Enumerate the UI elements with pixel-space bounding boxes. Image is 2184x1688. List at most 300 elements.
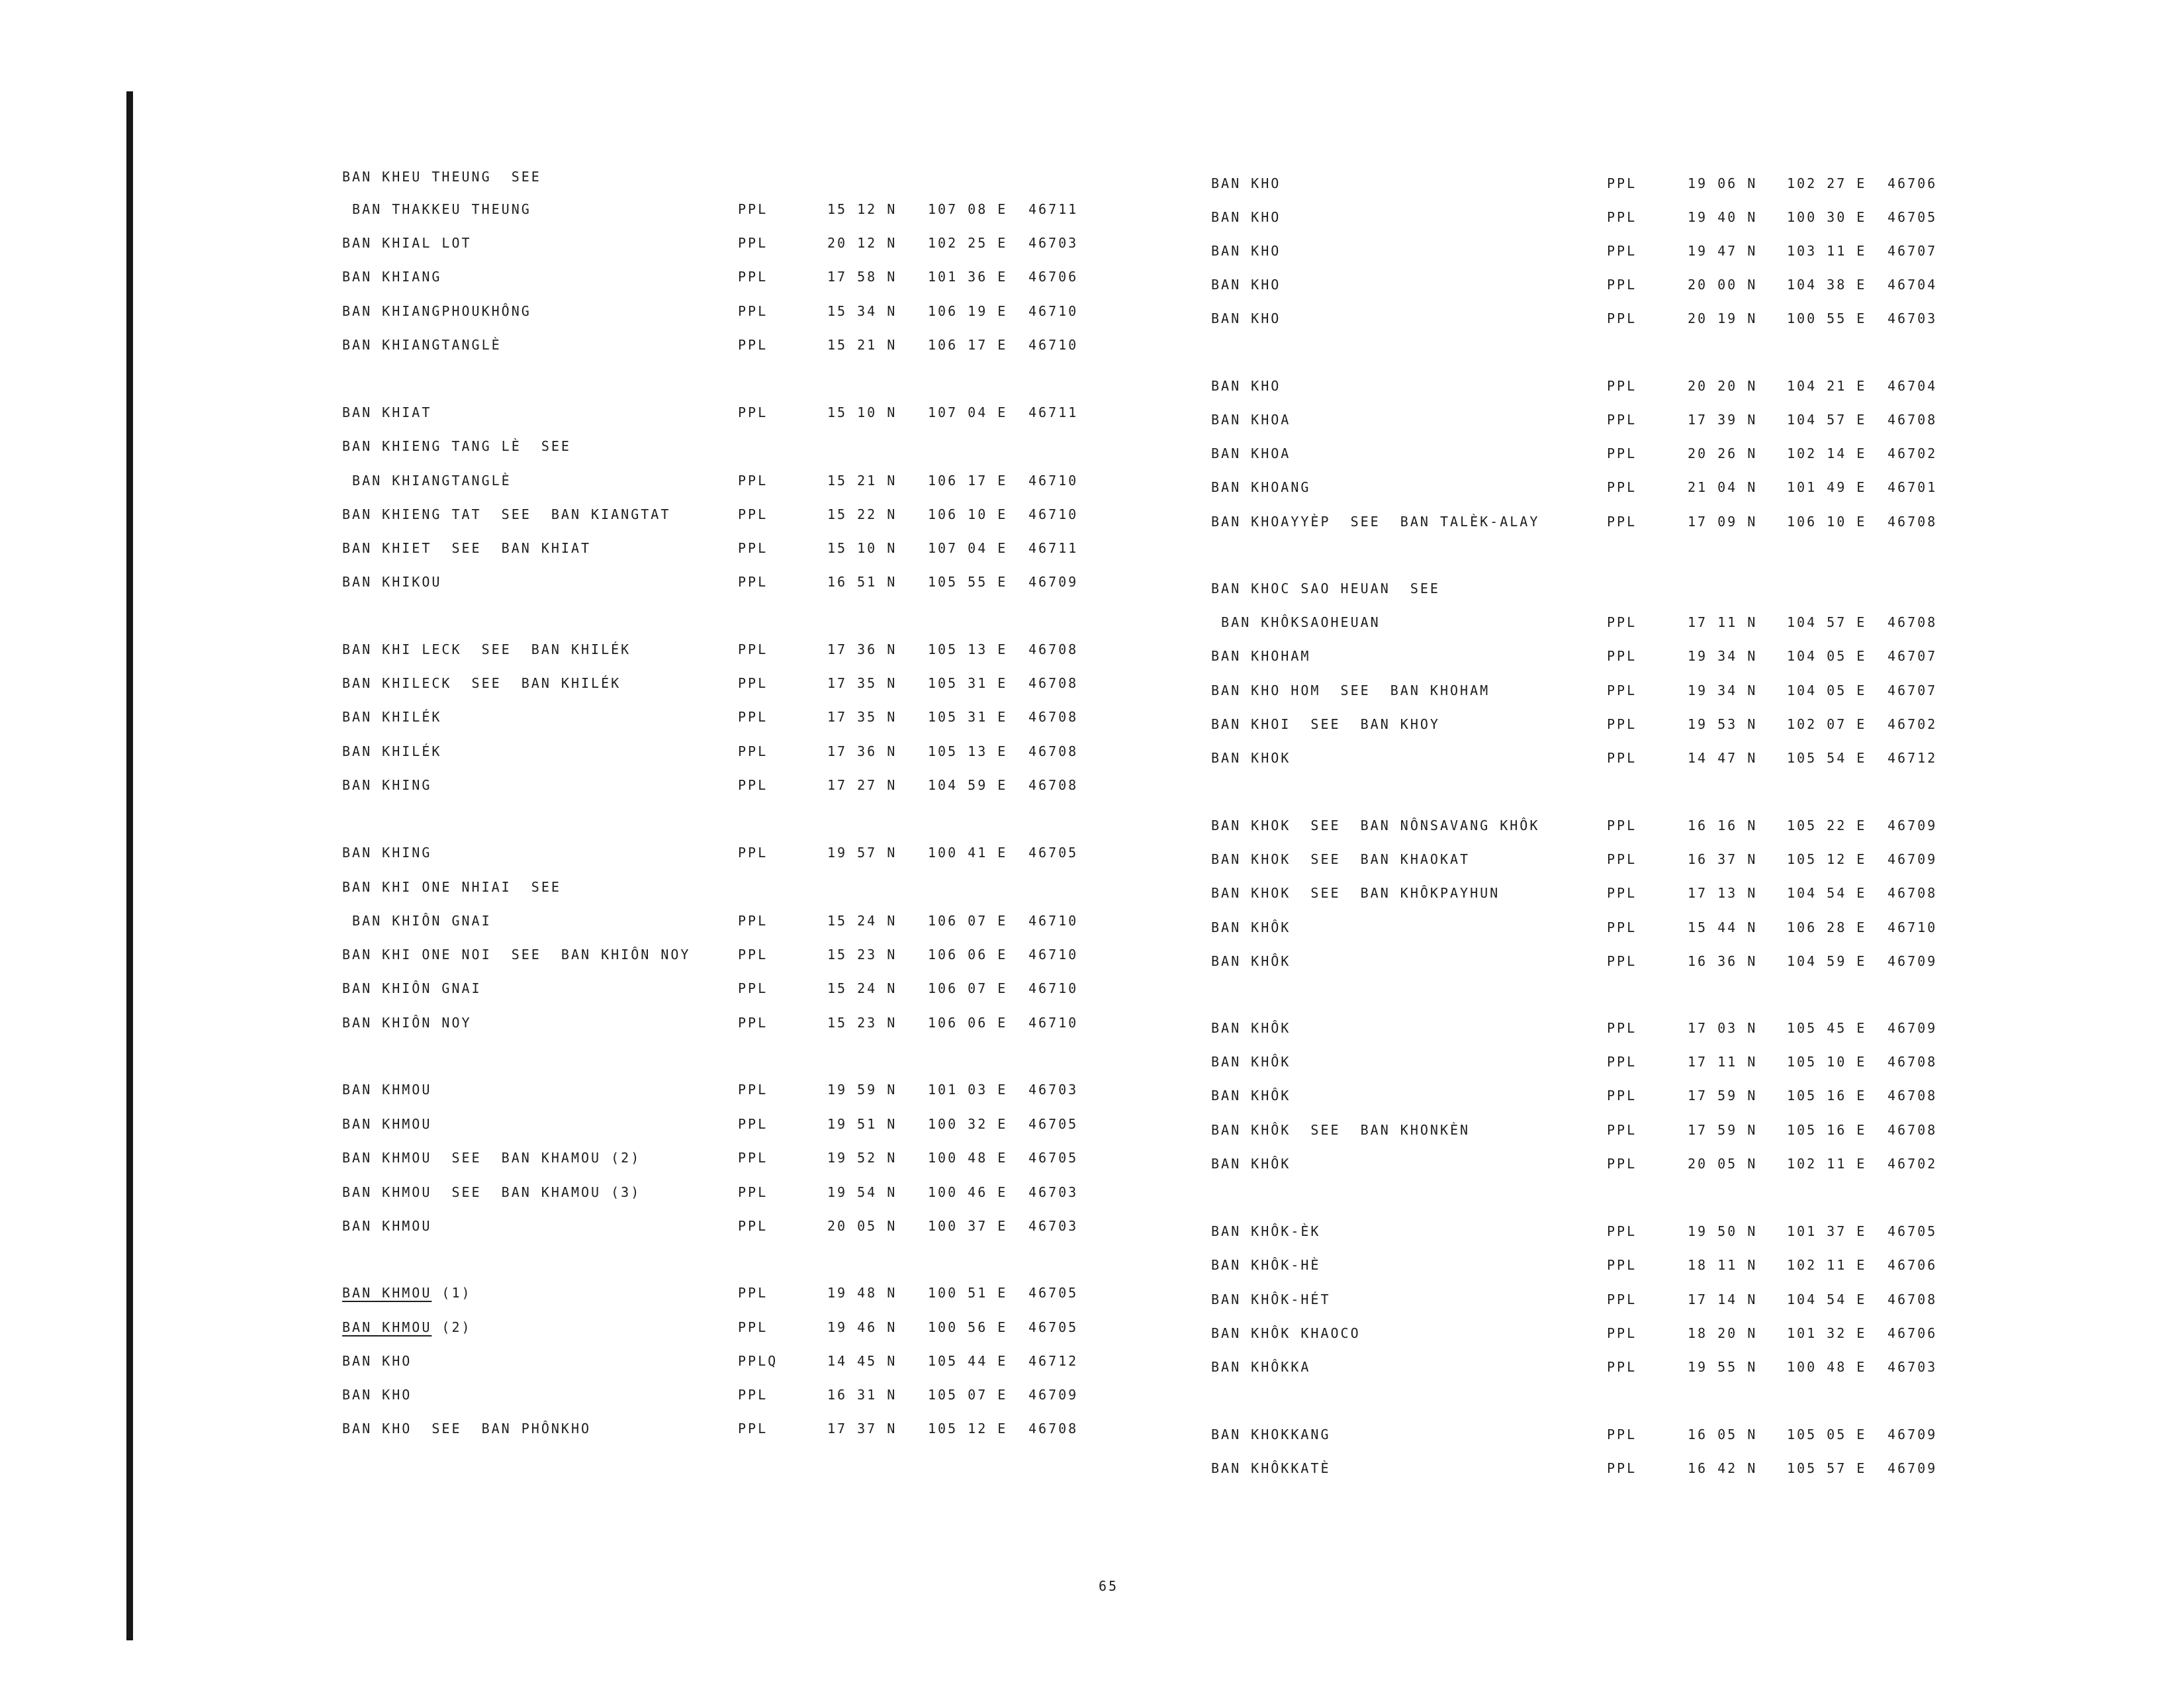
entry-code: 46705 [1028,1285,1079,1301]
entry-lon: 102 11 E [1787,1257,1867,1273]
entry-lat: 19 54 N [827,1184,897,1200]
entry-code: 46705 [1028,1150,1079,1166]
entry-name: BAN KHÔK-ÈK [1211,1223,1321,1239]
entry-name: BAN KHMOU [342,1218,432,1234]
entry-name: BAN KHOKKANG [1211,1427,1331,1442]
entry-code: 46710 [1028,913,1079,929]
entry-type: PPL [738,506,768,522]
entry-type: PPL [1607,1122,1637,1138]
entry-lon: 105 12 E [1787,851,1867,867]
entry-type: PPL [1607,1054,1637,1070]
entry-name: BAN KHO [1211,209,1281,225]
entry-name: BAN KHO HOM SEE BAN KHOHAM [1211,682,1490,698]
entry-lat: 19 34 N [1688,648,1758,664]
entry-lon: 105 16 E [1787,1122,1867,1138]
entry-code: 46706 [1888,175,1938,191]
entry-code: 46702 [1888,445,1938,461]
entry-lon: 107 04 E [928,404,1008,420]
entry-lon: 105 45 E [1787,1020,1867,1036]
entry-code: 46707 [1888,648,1938,664]
entry-code: 46710 [1028,303,1079,319]
entry-type: PPL [738,1184,768,1200]
entry-lon: 104 05 E [1787,648,1867,664]
entry-lon: 100 37 E [928,1218,1008,1234]
entry-lat: 19 06 N [1688,175,1758,191]
entry-lon: 104 59 E [1787,953,1867,969]
entry-lon: 105 13 E [928,641,1008,657]
entry-lat: 20 12 N [827,235,897,251]
entry-code: 46710 [1028,506,1079,522]
entry-code: 46708 [1888,1054,1938,1070]
entry-name: BAN KHEU THEUNG SEE [342,169,541,185]
entry-name: BAN KHI ONE NHIAI SEE [342,879,561,895]
entry-lat: 20 19 N [1688,310,1758,326]
entry-name: BAN KHIÔN GNAI [342,980,482,996]
entry-name: BAN THAKKEU THEUNG [342,201,531,217]
entry-code: 46708 [1028,777,1079,793]
entry-type: PPL [1607,1427,1637,1442]
entry-lon: 105 31 E [928,709,1008,725]
entry-type: PPL [1607,919,1637,935]
entry-lon: 105 10 E [1787,1054,1867,1070]
entry-lat: 19 50 N [1688,1223,1758,1239]
entry-lon: 105 16 E [1787,1088,1867,1103]
entry-type: PPL [738,675,768,691]
entry-code: 46702 [1888,716,1938,732]
entry-lat: 17 39 N [1688,412,1758,428]
entry-type: PPL [1607,243,1637,259]
entry-type: PPL [738,473,768,489]
entry-lat: 20 00 N [1688,277,1758,293]
entry-code: 46709 [1888,953,1938,969]
entry-code: 46706 [1888,1257,1938,1273]
entry-lat: 15 21 N [827,337,897,353]
entry-lat: 19 51 N [827,1116,897,1132]
entry-name: BAN KHÔKKATÈ [1211,1460,1331,1476]
entry-lat: 19 57 N [827,845,897,861]
entry-name: BAN KHÔK [1211,1088,1291,1103]
entry-name: BAN KHIANGTANGLÈ [342,337,502,353]
entry-lon: 104 05 E [1787,682,1867,698]
entry-lon: 100 51 E [928,1285,1008,1301]
entry-lat: 15 22 N [827,506,897,522]
entry-name: BAN KHO [1211,277,1281,293]
entry-name: BAN KHOK [1211,750,1291,766]
entry-lon: 106 28 E [1787,919,1867,935]
entry-lat: 19 52 N [827,1150,897,1166]
entry-lat: 17 36 N [827,641,897,657]
entry-name: BAN KHI LECK SEE BAN KHILÉK [342,641,631,657]
entry-lon: 100 48 E [1787,1359,1867,1375]
entry-name: BAN KHOA [1211,445,1291,461]
entry-lon: 104 54 E [1787,885,1867,901]
entry-name: BAN KHOK SEE BAN NÔNSAVANG KHÔK [1211,818,1540,833]
entry-type: PPL [1607,514,1637,530]
entry-lat: 15 10 N [827,404,897,420]
entry-type: PPL [1607,614,1637,630]
entry-type: PPL [738,947,768,962]
entry-type: PPL [1607,750,1637,766]
entry-type: PPL [738,1319,768,1335]
entry-type: PPL [1607,412,1637,428]
entry-name: BAN KHÔKKA [1211,1359,1311,1375]
entry-type: PPL [738,269,768,285]
entry-lon: 104 54 E [1787,1291,1867,1307]
entry-name: BAN KHIAL LOT [342,235,472,251]
entry-code: 46712 [1028,1353,1079,1369]
entry-lon: 106 10 E [1787,514,1867,530]
entry-code: 46708 [1888,885,1938,901]
entry-type: PPL [1607,1156,1637,1172]
entry-type: PPL [1607,885,1637,901]
entry-type: PPL [1607,310,1637,326]
entry-name: BAN KHÔK SEE BAN KHONKÈN [1211,1122,1471,1138]
entry-name: BAN KHOHAM [1211,648,1311,664]
entry-type: PPL [738,777,768,793]
entry-name: BAN KHIANG [342,269,442,285]
entry-name: BAN KHO [1211,243,1281,259]
entry-code: 46703 [1028,1082,1079,1098]
entry-lat: 15 44 N [1688,919,1758,935]
entry-type: PPL [738,1150,768,1166]
entry-lat: 17 37 N [827,1421,897,1436]
entry-lon: 104 57 E [1787,412,1867,428]
entry-name: BAN KHO [1211,310,1281,326]
entry-code: 46705 [1888,209,1938,225]
entry-lat: 16 16 N [1688,818,1758,833]
entry-lat: 15 21 N [827,473,897,489]
entry-lat: 20 26 N [1688,445,1758,461]
entry-lon: 105 05 E [1787,1427,1867,1442]
entry-name: BAN KHILECK SEE BAN KHILÉK [342,675,621,691]
entry-name: BAN KHIKOU [342,574,442,590]
entry-type: PPL [1607,851,1637,867]
entry-type: PPL [738,404,768,420]
entry-lat: 17 59 N [1688,1088,1758,1103]
entry-name: BAN KHIÔN NOY [342,1015,472,1031]
entry-name: BAN KHI ONE NOI SEE BAN KHIÔN NOY [342,947,691,962]
entry-lon: 106 17 E [928,337,1008,353]
entry-type: PPL [738,574,768,590]
entry-lat: 15 23 N [827,947,897,962]
entry-type: PPL [738,1116,768,1132]
entry-code: 46711 [1028,540,1079,556]
entry-code: 46703 [1888,1359,1938,1375]
entry-name: BAN KHOK SEE BAN KHAOKAT [1211,851,1471,867]
entry-lat: 16 31 N [827,1387,897,1403]
entry-lat: 20 05 N [1688,1156,1758,1172]
entry-type: PPL [738,1285,768,1301]
entry-lon: 100 48 E [928,1150,1008,1166]
entry-name: BAN KHOK SEE BAN KHÔKPAYHUN [1211,885,1500,901]
entry-lon: 101 37 E [1787,1223,1867,1239]
entry-lon: 100 41 E [928,845,1008,861]
entry-code: 46708 [1888,412,1938,428]
entry-type: PPL [738,540,768,556]
entry-lon: 107 04 E [928,540,1008,556]
entry-lat: 14 47 N [1688,750,1758,766]
entry-lat: 17 58 N [827,269,897,285]
entry-name: BAN KHOC SAO HEUAN SEE [1211,581,1440,596]
entry-code: 46709 [1888,818,1938,833]
entry-lon: 105 12 E [928,1421,1008,1436]
entry-type: PPL [738,913,768,929]
entry-code: 46711 [1028,201,1079,217]
entry-type: PPL [738,845,768,861]
entry-type: PPLQ [738,1353,778,1369]
entry-name: BAN KHIAT [342,404,432,420]
entry-lon: 106 07 E [928,913,1008,929]
entry-lat: 18 20 N [1688,1325,1758,1341]
entry-type: PPL [1607,1257,1637,1273]
entry-lat: 17 09 N [1688,514,1758,530]
entry-lon: 105 22 E [1787,818,1867,833]
entry-lat: 17 59 N [1688,1122,1758,1138]
entry-code: 46708 [1028,675,1079,691]
entry-lon: 106 10 E [928,506,1008,522]
entry-code: 46705 [1028,1116,1079,1132]
entry-code: 46704 [1888,378,1938,394]
entry-type: PPL [1607,1359,1637,1375]
entry-type: PPL [1607,1223,1637,1239]
entry-lat: 15 34 N [827,303,897,319]
entry-lat: 16 42 N [1688,1460,1758,1476]
entry-type: PPL [1607,953,1637,969]
entry-lat: 17 14 N [1688,1291,1758,1307]
entry-lat: 15 23 N [827,1015,897,1031]
entry-lon: 105 44 E [928,1353,1008,1369]
entry-type: PPL [738,980,768,996]
entry-name: BAN KHIENG TANG LÈ SEE [342,438,571,454]
entry-lon: 104 21 E [1787,378,1867,394]
entry-lat: 20 05 N [827,1218,897,1234]
entry-type: PPL [738,1421,768,1436]
entry-lon: 101 03 E [928,1082,1008,1098]
entry-lat: 19 48 N [827,1285,897,1301]
entry-lat: 18 11 N [1688,1257,1758,1273]
entry-type: PPL [738,743,768,759]
entry-name: BAN KHÔK-HÈ [1211,1257,1321,1273]
entry-name: BAN KHÔK-HÉT [1211,1291,1331,1307]
entry-name: BAN KHÔK KHAOCO [1211,1325,1361,1341]
entry-type: PPL [1607,818,1637,833]
entry-lat: 20 20 N [1688,378,1758,394]
entry-type: PPL [1607,1291,1637,1307]
entry-lat: 16 51 N [827,574,897,590]
entry-lat: 15 10 N [827,540,897,556]
entry-lat: 21 04 N [1688,479,1758,495]
entry-lat: 19 40 N [1688,209,1758,225]
entry-lat: 15 12 N [827,201,897,217]
entry-name: BAN KHOAYYÈP SEE BAN TALÈK-ALAY [1211,514,1540,530]
entry-code: 46709 [1888,1460,1938,1476]
entry-lon: 105 31 E [928,675,1008,691]
entry-code: 46706 [1888,1325,1938,1341]
entry-lon: 100 46 E [928,1184,1008,1200]
entry-name: BAN KHIANGTANGLÈ [342,473,512,489]
entry-code: 46708 [1028,743,1079,759]
entry-lat: 17 11 N [1688,614,1758,630]
entry-lat: 17 27 N [827,777,897,793]
entry-lon: 107 08 E [928,201,1008,217]
entry-type: PPL [1607,445,1637,461]
entry-code: 46701 [1888,479,1938,495]
entry-lat: 17 11 N [1688,1054,1758,1070]
entry-name: BAN KHO [342,1387,412,1403]
entry-name: BAN KHIÔN GNAI [342,913,492,929]
entry-type: PPL [738,1387,768,1403]
entry-name: BAN KHMOU SEE BAN KHAMOU (2) [342,1150,641,1166]
entry-lon: 104 59 E [928,777,1008,793]
entry-lon: 102 27 E [1787,175,1867,191]
entry-code: 46709 [1028,574,1079,590]
entry-code: 46707 [1888,682,1938,698]
entry-code: 46710 [1028,337,1079,353]
entry-code: 46705 [1888,1223,1938,1239]
entry-name: BAN KHO [1211,378,1281,394]
entry-lat: 17 36 N [827,743,897,759]
entry-lat: 14 45 N [827,1353,897,1369]
entry-lon: 102 07 E [1787,716,1867,732]
entry-lon: 106 07 E [928,980,1008,996]
entry-lat: 19 46 N [827,1319,897,1335]
entry-lon: 100 55 E [1787,310,1867,326]
entry-type: PPL [738,337,768,353]
entry-type: PPL [738,303,768,319]
entry-code: 46703 [1028,1218,1079,1234]
entry-code: 46711 [1028,404,1079,420]
entry-type: PPL [1607,378,1637,394]
entry-lon: 105 57 E [1787,1460,1867,1476]
entry-lat: 15 24 N [827,913,897,929]
entry-lat: 19 47 N [1688,243,1758,259]
entry-type: PPL [1607,682,1637,698]
entry-code: 46708 [1028,641,1079,657]
entry-type: PPL [738,1082,768,1098]
entry-code: 46708 [1028,1421,1079,1436]
entry-type: PPL [1607,1325,1637,1341]
entry-name: BAN KHMOU [342,1116,432,1132]
entry-name: BAN KHING [342,845,432,861]
entry-lat: 19 53 N [1688,716,1758,732]
entry-type: PPL [738,1218,768,1234]
entry-lon: 106 17 E [928,473,1008,489]
entry-lon: 102 25 E [928,235,1008,251]
entry-name: BAN KHILÉK [342,743,442,759]
entry-code: 46703 [1028,235,1079,251]
entry-name: BAN KHING [342,777,432,793]
entry-name: BAN KHMOU (1) [342,1285,472,1301]
entry-code: 46709 [1888,851,1938,867]
entry-code: 46702 [1888,1156,1938,1172]
entry-type: PPL [738,709,768,725]
entry-lon: 106 06 E [928,947,1008,962]
entry-name: BAN KHOI SEE BAN KHOY [1211,716,1440,732]
entry-lon: 100 32 E [928,1116,1008,1132]
entry-lon: 106 06 E [928,1015,1008,1031]
entry-name: BAN KHIENG TAT SEE BAN KIANGTAT [342,506,671,522]
entry-name: BAN KHOA [1211,412,1291,428]
entry-code: 46709 [1888,1427,1938,1442]
entry-type: PPL [1607,716,1637,732]
entry-type: PPL [1607,1020,1637,1036]
entry-code: 46712 [1888,750,1938,766]
entry-lat: 16 05 N [1688,1427,1758,1442]
entry-type: PPL [1607,1088,1637,1103]
entry-code: 46708 [1888,614,1938,630]
entry-code: 46709 [1888,1020,1938,1036]
entry-name: BAN KHMOU [342,1082,432,1098]
entry-name: BAN KHÔK [1211,1020,1291,1036]
entry-name: BAN KHÔKSAOHEUAN [1211,614,1381,630]
entry-name: BAN KHÔK [1211,1156,1291,1172]
entry-lon: 105 13 E [928,743,1008,759]
entry-name: BAN KHMOU SEE BAN KHAMOU (3) [342,1184,641,1200]
entry-lat: 19 34 N [1688,682,1758,698]
entry-type: PPL [1607,1460,1637,1476]
entry-lon: 103 11 E [1787,243,1867,259]
entry-lon: 101 49 E [1787,479,1867,495]
entry-type: PPL [1607,277,1637,293]
entry-type: PPL [738,235,768,251]
entry-lon: 102 14 E [1787,445,1867,461]
entry-code: 46704 [1888,277,1938,293]
entry-code: 46709 [1028,1387,1079,1403]
entry-code: 46710 [1028,947,1079,962]
entry-lon: 105 54 E [1787,750,1867,766]
entry-code: 46708 [1028,709,1079,725]
entry-lat: 15 24 N [827,980,897,996]
entry-code: 46708 [1888,1088,1938,1103]
entry-code: 46710 [1028,473,1079,489]
entry-lon: 104 57 E [1787,614,1867,630]
entry-lon: 104 38 E [1787,277,1867,293]
entry-code: 46708 [1888,1291,1938,1307]
entry-name: BAN KHOANG [1211,479,1311,495]
entry-lon: 101 36 E [928,269,1008,285]
entry-code: 46707 [1888,243,1938,259]
entry-type: PPL [1607,209,1637,225]
entry-lat: 17 35 N [827,709,897,725]
entry-name: BAN KHÔK [1211,919,1291,935]
entry-type: PPL [1607,648,1637,664]
entry-code: 46703 [1888,310,1938,326]
entry-type: PPL [1607,479,1637,495]
entry-name: BAN KHILÉK [342,709,442,725]
entry-lon: 100 30 E [1787,209,1867,225]
entry-name: BAN KHO [342,1353,412,1369]
entry-code: 46710 [1888,919,1938,935]
binding-bar [126,91,133,1640]
entry-lat: 17 35 N [827,675,897,691]
entry-lon: 106 19 E [928,303,1008,319]
entry-name: BAN KHIET SEE BAN KHIAT [342,540,592,556]
entry-lat: 17 03 N [1688,1020,1758,1036]
entry-code: 46703 [1028,1184,1079,1200]
entry-lat: 17 13 N [1688,885,1758,901]
entry-lat: 16 37 N [1688,851,1758,867]
entry-lon: 100 56 E [928,1319,1008,1335]
entry-name: BAN KHÔK [1211,953,1291,969]
entry-name: BAN KHIANGPHOUKHÔNG [342,303,531,319]
entry-code: 46708 [1888,1122,1938,1138]
entry-lon: 102 11 E [1787,1156,1867,1172]
entry-code: 46705 [1028,1319,1079,1335]
entry-lon: 101 32 E [1787,1325,1867,1341]
entry-code: 46706 [1028,269,1079,285]
entry-name: BAN KHO [1211,175,1281,191]
entry-lon: 105 55 E [928,574,1008,590]
